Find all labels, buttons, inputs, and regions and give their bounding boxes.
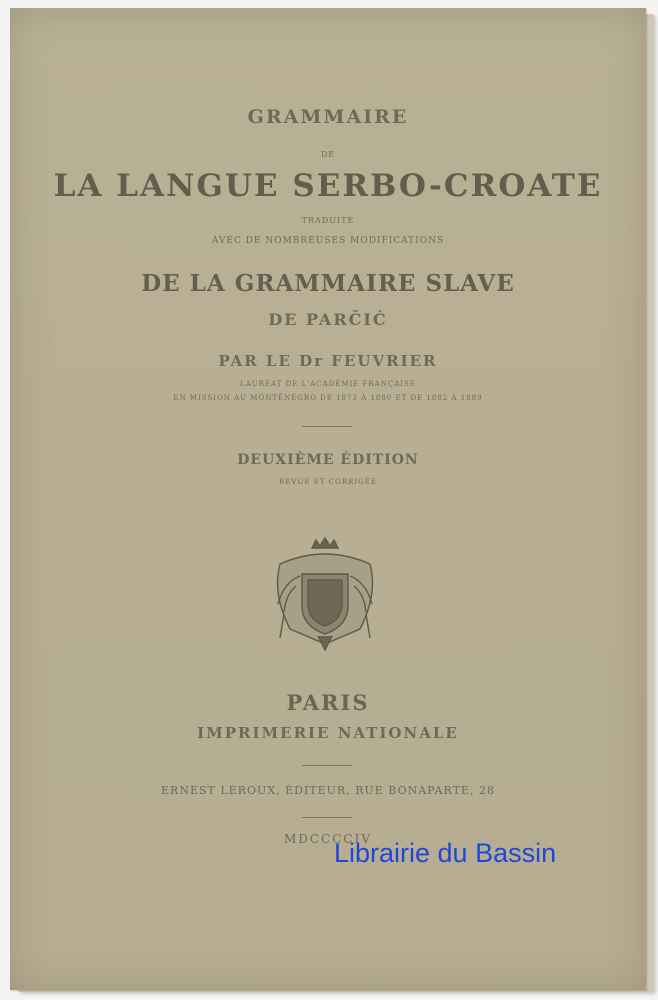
traduite-line: TRADUITE (301, 216, 355, 225)
publisher-line: ERNEST LEROUX, ÉDITEUR, RUE BONAPARTE, 28 (161, 784, 495, 797)
laureat-line: LAURÉAT DE L'ACADÉMIE FRANÇAISE (240, 380, 416, 388)
parcic-line: DE PARČIĆ (268, 310, 388, 329)
modifications-line: AVEC DE NOMBREUSES MODIFICATIONS (211, 236, 445, 246)
divider-rule-3 (302, 817, 352, 818)
language-line: LA LANGUE SERBO-CROATE (53, 168, 603, 204)
title-line: GRAMMAIRE (247, 106, 409, 128)
revue-line: REVUE ET CORRIGÉE (279, 478, 377, 486)
bookseller-watermark: Librairie du Bassin (334, 838, 557, 868)
year-line: MDCCCCIV (283, 832, 373, 846)
mission-line: EN MISSION AU MONTÉNÉGRO DE 1873 À 1880 ET DE 1882 À 1889 (173, 394, 483, 402)
city-line: PARIS (286, 690, 370, 715)
edition-line: DEUXIÈME ÉDITION (237, 452, 419, 468)
divider-rule-2 (302, 765, 352, 766)
de-line: DE (320, 150, 336, 159)
slave-grammar-line: DE LA GRAMMAIRE SLAVE (141, 270, 515, 297)
printer-line: IMPRIMERIE NATIONALE (197, 724, 459, 742)
coat-of-arms-emblem-icon (260, 534, 390, 654)
divider-rule (302, 426, 352, 427)
author-line: PAR LE Dr FEUVRIER (218, 352, 438, 370)
